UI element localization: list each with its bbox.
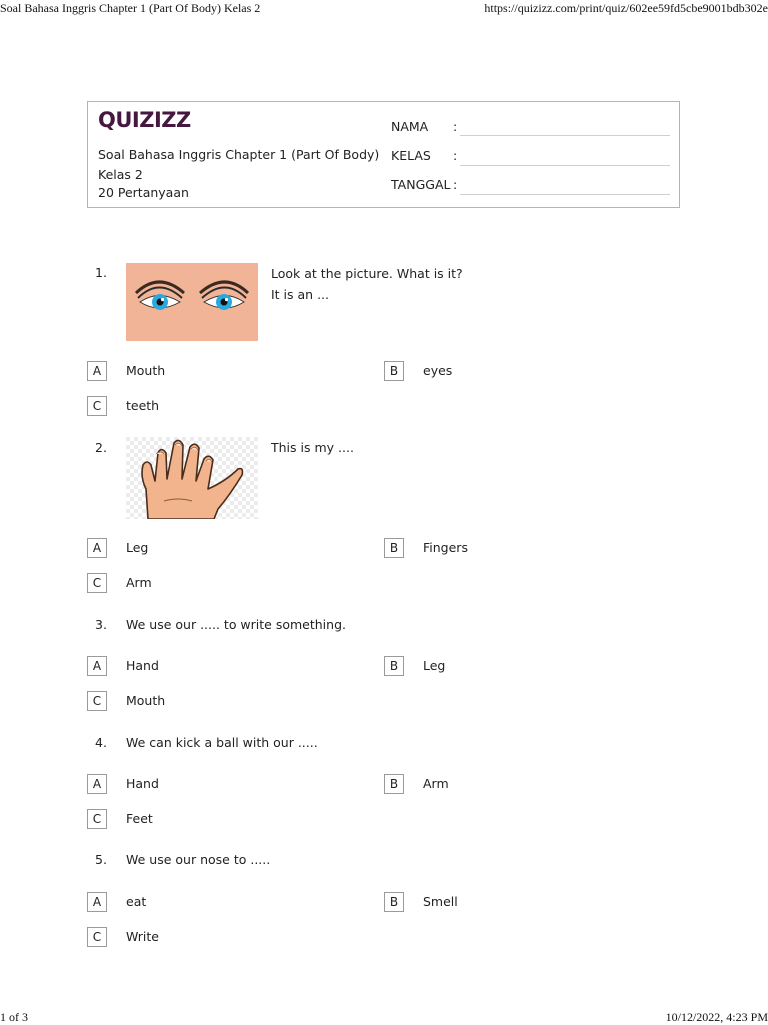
- question-number: 1.: [95, 265, 107, 280]
- question-text: [126, 732, 318, 753]
- option-a-text[interactable]: eat: [126, 894, 147, 909]
- option-c-box[interactable]: C: [87, 573, 107, 593]
- option-c-box[interactable]: C: [87, 927, 107, 947]
- nama-colon: :: [453, 119, 458, 134]
- tanggal-colon: :: [453, 177, 458, 192]
- kelas-input-line[interactable]: [460, 165, 670, 166]
- question-text: [271, 263, 463, 305]
- option-c-box[interactable]: C: [87, 809, 107, 829]
- question-number: 5.: [95, 852, 107, 867]
- question-line: Look at the picture. What is it?: [271, 266, 463, 281]
- option-a-text[interactable]: Hand: [126, 658, 159, 673]
- question-line: We use our ..... to write something.: [126, 617, 346, 632]
- option-b-text[interactable]: Arm: [423, 776, 449, 791]
- quiz-title: Soal Bahasa Inggris Chapter 1 (Part Of Body): [98, 147, 380, 162]
- print-timestamp: 10/12/2022, 4:23 PM: [665, 1010, 768, 1024]
- kelas-label: KELAS: [391, 148, 431, 163]
- option-c-box[interactable]: C: [87, 691, 107, 711]
- option-a-box[interactable]: A: [87, 892, 107, 912]
- logo-text: QUIZIZZ: [98, 108, 191, 132]
- option-b-box[interactable]: B: [384, 892, 404, 912]
- question-text: [271, 437, 354, 458]
- option-a-text[interactable]: Hand: [126, 776, 159, 791]
- tanggal-input-line[interactable]: [460, 194, 670, 195]
- option-b-text[interactable]: Leg: [423, 658, 446, 673]
- option-a-box[interactable]: A: [87, 774, 107, 794]
- question-number: 2.: [95, 440, 107, 455]
- option-a-box[interactable]: A: [87, 361, 107, 381]
- question-line: We use our nose to .....: [126, 852, 271, 867]
- option-c-text[interactable]: Write: [126, 929, 160, 944]
- option-b-text[interactable]: Fingers: [423, 540, 468, 555]
- print-header: [0, 1, 768, 16]
- tanggal-label: TANGGAL: [391, 177, 451, 192]
- option-a-text[interactable]: Mouth: [126, 363, 166, 378]
- question-number: 3.: [95, 617, 107, 632]
- option-c-text[interactable]: Arm: [126, 575, 152, 590]
- question-text: [126, 614, 346, 635]
- nama-label: NAMA: [391, 119, 429, 134]
- question-text: [126, 849, 270, 870]
- question-number: 4.: [95, 735, 107, 750]
- option-c-text[interactable]: teeth: [126, 398, 160, 413]
- option-b-box[interactable]: B: [384, 774, 404, 794]
- option-c-box[interactable]: C: [87, 396, 107, 416]
- option-c-text[interactable]: Feet: [126, 811, 153, 826]
- option-b-box[interactable]: B: [384, 361, 404, 381]
- option-b-box[interactable]: B: [384, 538, 404, 558]
- option-b-box[interactable]: B: [384, 656, 404, 676]
- option-a-text[interactable]: Leg: [126, 540, 149, 555]
- question-line: This is my ....: [271, 440, 354, 455]
- quiz-class: Kelas 2: [98, 167, 143, 182]
- question-line: It is an ...: [271, 287, 329, 302]
- print-header-title: Soal Bahasa Inggris Chapter 1 (Part Of Body) Kelas 2: [0, 1, 261, 15]
- quiz-header-box: [87, 101, 680, 208]
- option-a-box[interactable]: A: [87, 656, 107, 676]
- kelas-colon: :: [453, 148, 458, 163]
- eyes-image: [126, 263, 258, 341]
- print-footer: [0, 1010, 768, 1025]
- nama-input-line[interactable]: [460, 135, 670, 136]
- option-c-text[interactable]: Mouth: [126, 693, 166, 708]
- quizizz-logo: [98, 108, 191, 132]
- option-a-box[interactable]: A: [87, 538, 107, 558]
- hand-image: [126, 437, 258, 519]
- print-header-url: https://quizizz.com/print/quiz/602ee59fd5cbe9001bdb302e: [484, 1, 768, 15]
- option-b-text[interactable]: Smell: [423, 894, 458, 909]
- option-b-text[interactable]: eyes: [423, 363, 453, 378]
- question-line: We can kick a ball with our .....: [126, 735, 318, 750]
- page-counter: 1 of 3: [0, 1010, 28, 1024]
- question-count: 20 Pertanyaan: [98, 185, 189, 200]
